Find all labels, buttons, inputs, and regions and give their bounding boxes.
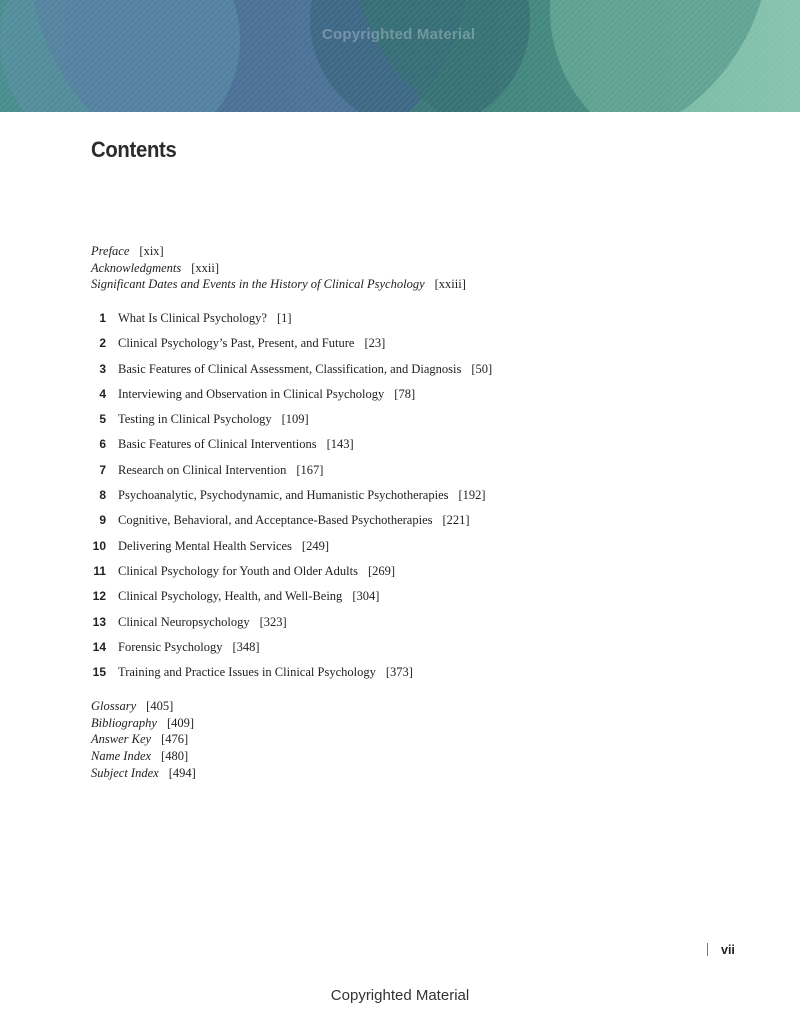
chapter-number: 9 [99, 513, 106, 528]
folio-divider [707, 943, 708, 956]
chapter-page: [304] [352, 589, 380, 604]
chapter-title: Delivering Mental Health Services [118, 538, 292, 553]
chapter-number: 4 [99, 386, 106, 401]
entry-label: Glossary [91, 699, 137, 713]
cover-banner [0, 0, 800, 112]
chapter-number: 12 [92, 589, 106, 604]
chapter-title: Forensic Psychology [118, 639, 223, 654]
chapter-page: [167] [296, 462, 324, 477]
entry-label: Acknowledgments [91, 260, 182, 275]
banner-art [0, 0, 800, 112]
chapter-entry[interactable] [91, 360, 493, 385]
entry-label: Subject Index [91, 765, 159, 780]
chapter-number: 8 [99, 488, 106, 503]
chapter-entry[interactable] [91, 511, 470, 536]
entry-label: Name Index [91, 749, 152, 764]
chapter-title: Testing in Clinical Psychology [118, 412, 272, 427]
page-title: Contents [91, 137, 177, 162]
chapter-page: [373] [385, 665, 413, 680]
chapter-page: [348] [232, 639, 260, 654]
chapter-entry[interactable] [91, 435, 354, 460]
entry-label: Significant Dates and Events in the History of Clinical Psychology [91, 277, 425, 292]
chapter-title: Research on Clinical Intervention [118, 462, 287, 477]
entry-label: Answer Key [91, 732, 152, 747]
chapter-entry[interactable] [91, 385, 416, 410]
chapter-page: [78] [394, 386, 416, 401]
entry-page: [494] [168, 765, 196, 780]
chapter-number: 15 [92, 665, 106, 680]
chapter-number: 2 [99, 336, 106, 351]
chapter-page: [192] [458, 488, 486, 503]
chapter-page: [50] [471, 361, 493, 376]
watermark-top: Copyrighted Material [322, 26, 476, 43]
chapter-entry[interactable] [91, 638, 260, 663]
chapter-entry[interactable] [91, 486, 486, 511]
entry-label: Preface [91, 244, 130, 258]
chapter-title: Clinical Psychology, Health, and Well-Being [118, 589, 343, 604]
front-matter-item[interactable] [91, 243, 466, 260]
back-matter-item[interactable] [91, 748, 196, 765]
back-matter-item[interactable] [91, 731, 196, 748]
front-matter-item[interactable] [91, 260, 466, 277]
chapter-page: [249] [301, 538, 329, 553]
chapter-number: 11 [93, 563, 106, 578]
chapter-entry[interactable] [91, 587, 380, 612]
entry-page: [476] [161, 732, 189, 747]
watermark-bottom: Copyrighted Material [330, 987, 470, 1004]
page-number [707, 943, 735, 957]
back-matter-item[interactable] [91, 765, 196, 782]
chapter-number: 13 [92, 614, 106, 629]
back-matter-list [91, 698, 196, 781]
chapter-entry[interactable] [91, 562, 396, 587]
entry-page: [xix] [139, 244, 164, 258]
chapter-title: Cognitive, Behavioral, and Acceptance-Based Psychotherapies [118, 513, 433, 528]
chapter-title: Clinical Psychology’s Past, Present, and Future [118, 336, 355, 351]
chapter-title: Training and Practice Issues in Clinical Psychology [118, 665, 376, 680]
chapter-page: [323] [259, 614, 287, 629]
chapter-title: Clinical Neuropsychology [118, 614, 250, 629]
front-matter-item[interactable] [91, 276, 466, 293]
chapter-entry[interactable] [91, 461, 324, 486]
chapter-page: [221] [442, 513, 470, 528]
chapter-page: [1] [276, 311, 292, 325]
entry-page: [xxii] [191, 260, 220, 275]
chapter-title: What Is Clinical Psychology? [118, 311, 267, 325]
chapter-title: Basic Features of Clinical Interventions [118, 437, 317, 452]
chapter-list [91, 309, 493, 688]
entry-page: [409] [166, 715, 195, 730]
folio-label: vii [721, 943, 735, 957]
chapter-number: 3 [99, 361, 106, 376]
chapter-entry[interactable] [91, 334, 386, 359]
chapter-number: 5 [99, 412, 106, 427]
chapter-page: [23] [364, 336, 386, 351]
chapter-title: Interviewing and Observation in Clinical Psychology [118, 386, 385, 401]
back-matter-item[interactable] [91, 698, 196, 715]
chapter-number: 7 [99, 462, 106, 477]
chapter-number: 10 [92, 538, 106, 553]
entry-page: [xxiii] [434, 277, 466, 292]
entry-page: [480] [161, 749, 189, 764]
chapter-number: 14 [92, 639, 106, 654]
chapter-page: [109] [281, 412, 309, 427]
front-matter-list [91, 243, 466, 293]
chapter-entry[interactable] [91, 613, 287, 638]
chapter-number: 1 [99, 311, 106, 325]
chapter-entry[interactable] [91, 309, 292, 334]
entry-page: [405] [146, 699, 174, 713]
chapter-entry[interactable] [91, 537, 329, 562]
chapter-title: Psychoanalytic, Psychodynamic, and Humanistic Psychotherapies [118, 488, 449, 503]
chapter-entry[interactable] [91, 410, 309, 435]
chapter-title: Clinical Psychology for Youth and Older Adults [118, 563, 358, 578]
chapter-entry[interactable] [91, 663, 413, 688]
entry-label: Bibliography [91, 715, 157, 730]
chapter-title: Basic Features of Clinical Assessment, Classification, and Diagnosis [118, 361, 462, 376]
chapter-page: [269] [367, 563, 396, 578]
chapter-page: [143] [326, 437, 354, 452]
chapter-number: 6 [99, 437, 106, 452]
back-matter-item[interactable] [91, 715, 196, 732]
